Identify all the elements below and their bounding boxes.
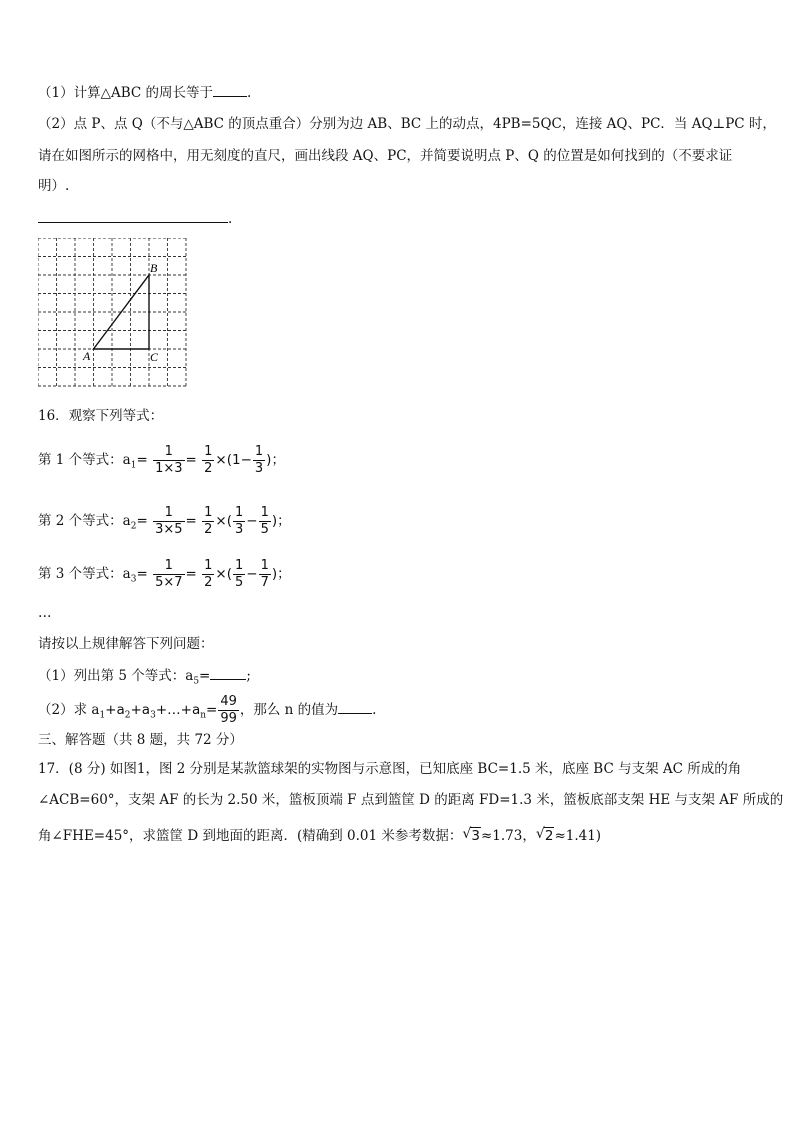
fraction: $\frac{1}{5}$: [260, 505, 269, 537]
q15-part2-line3: 明）.: [38, 178, 70, 194]
fraction: $\frac{1}{3\times 5}$: [155, 505, 183, 537]
label-a: A: [83, 349, 91, 363]
fraction: $\frac{1}{2}$: [204, 505, 213, 537]
q16-instruction: 请按以上规律解答下列问题：: [38, 636, 214, 652]
q15-part2-line2: 请在如图所示的网格中，用无刻度的直尺，画出线段 AQ、PC，并简要说明点 P、Q 的位置是如何找到的（不要求证: [38, 148, 733, 164]
grid-figure: [38, 238, 188, 388]
fraction: $\frac{49}{99}$: [220, 694, 237, 726]
fraction: $\frac{1}{3}$: [254, 444, 264, 476]
fraction: $\frac{1}{5}$: [235, 558, 244, 590]
sqrt-3: √ 3: [462, 826, 480, 844]
q15-part2-line1: （2）点 P、点 Q（不与△ABC 的顶点重合）分别为边 AB、BC 上的动点，4PB=5QC，连接 AQ、PC．当 AQ⊥PC 时，: [38, 116, 776, 132]
q17-line1: 17．(8 分) 如图1，图 2 分别是某款篮球架的实物图与示意图，已知底座 BC=1.5 米，底座 BC 与支架 AC 所成的角: [38, 761, 742, 777]
q16-title: 16．观察下列等式：: [38, 408, 164, 424]
fraction: $\frac{1}{2}$: [204, 558, 213, 590]
answer-blank: [38, 208, 228, 223]
q16-eq2: 第 2 个等式：$a_2=$ $\frac{1}{3\times 5}$ = $\frac{1}{2}$ ×( $\frac{1}{3}$ − $\frac{1}{5}$ )；: [38, 505, 291, 537]
q16-sub1: （1）列出第 5 个等式：$a_5=$ ;: [38, 665, 251, 692]
q16-sub2: （2）求 $a_1+a_2+a_3+\dots+a_n=$ $\frac{49}{99}$ ，那么 n 的值为 .: [38, 694, 377, 726]
q16-eq1: 第 1 个等式：$a_1=$ $\frac{1}{1\times 3}$ = $\frac{1}{2}$ ×(1− $\frac{1}{3}$ )；: [38, 444, 285, 476]
grid-lines: [38, 238, 186, 386]
fraction: $\frac{1}{3}$: [235, 505, 244, 537]
q16-ellipsis: …: [38, 605, 52, 621]
q15-part1: （1）计算△ABC 的周长等于 .: [38, 82, 251, 103]
sqrt-2: √ 2: [535, 826, 554, 844]
fraction: $\frac{1}{1\times 3}$: [155, 444, 183, 476]
q15-answer-line: .: [38, 208, 232, 229]
section3-title: 三、解答题（共 8 题，共 72 分）: [38, 732, 243, 748]
answer-blank: [338, 699, 372, 714]
label-b: B: [150, 261, 158, 275]
answer-blank: [210, 665, 246, 680]
q16-eq3: 第 3 个等式：$a_3=$ $\frac{1}{5\times 7}$ = $\frac{1}{2}$ ×( $\frac{1}{5}$ − $\frac{1}{7}$ )；: [38, 558, 291, 590]
q17-line2: ∠ACB=60°，支架 AF 的长为 2.50 米，篮板顶端 F 点到篮筐 D 的距离 FD=1.3 米，篮板底部支架 HE 与支架 AF 所成的: [38, 792, 784, 808]
fraction: $\frac{1}{7}$: [260, 558, 269, 590]
label-c: C: [150, 350, 159, 364]
q17-line3: 角∠FHE=45°，求篮筐 D 到地面的距离．(精确到 0.01 米参考数据： √ 3≈1.73， √ 2≈1.41): [38, 826, 602, 844]
fraction: $\frac{1}{5\times 7}$: [155, 558, 183, 590]
answer-blank: [213, 82, 247, 97]
fraction: $\frac{1}{2}$: [204, 444, 213, 476]
